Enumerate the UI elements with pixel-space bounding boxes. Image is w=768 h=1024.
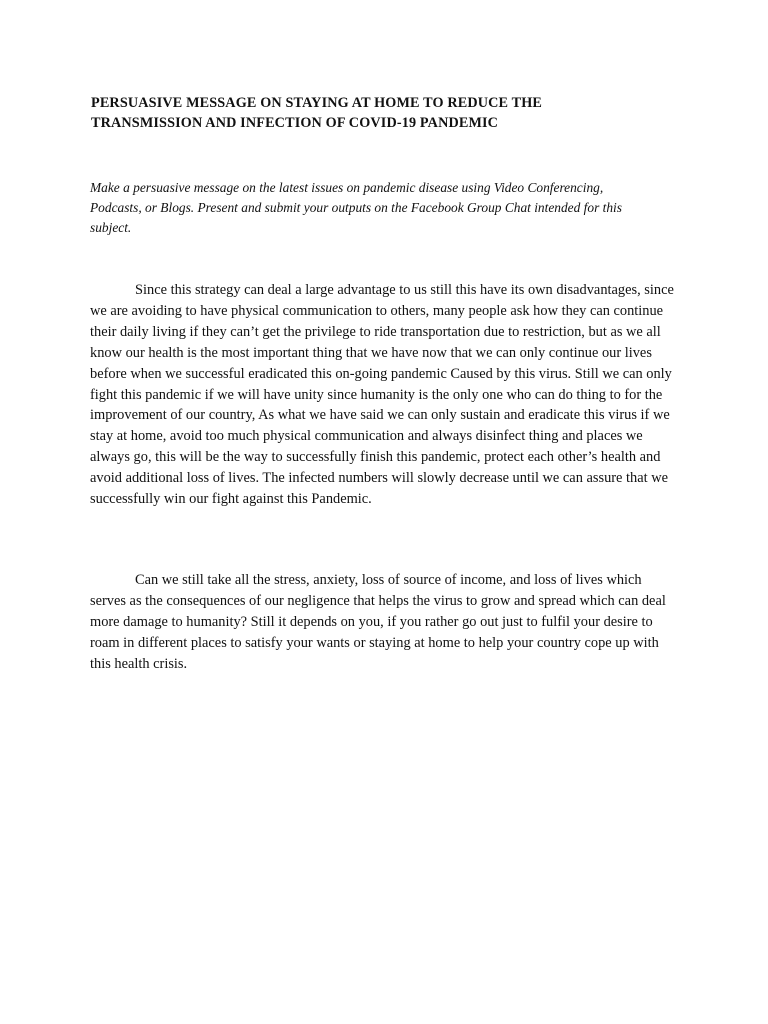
instructions-text: Make a persuasive message on the latest issues on pandemic disease using Video Conferencing, Podcasts, or Blogs. Present and submit your outputs on the Facebook Group Chat intended for this subject.: [90, 180, 622, 235]
body-paragraph-1: Since this strategy can deal a large advantage to us still this have its own disadvantages, since we are avoiding to have physical communication to others, many people ask how they can continue their daily living if they can’t get the privilege to ride transportation due to restriction, but as we all know our health is the most important thing that we have now that we can only continue our lives before when we successful eradicated this on-going pandemic Caused by this virus. Still we can only fight this pandemic if we will have unity since humanity is the only one who can do thing to for the improvement of our country, As what we have said we can only sustain and eradicate this virus if we stay at home, avoid too much physical communication and always disinfect thing and places we always go, this will be the way to successfully finish this pandemic, protect each other’s health and avoid additional loss of lives. The infected numbers will slowly decrease until we can assure that we successfully win our fight against this Pandemic.: [90, 282, 674, 508]
document-title: PERSUASIVE MESSAGE ON STAYING AT HOME TO REDUCE THE TRANSMISSION AND INFECTION OF COVID-19 PANDEMIC: [91, 95, 542, 131]
body-paragraph-2: Can we still take all the stress, anxiety, loss of source of income, and loss of lives which serves as the consequences of our negligence that helps the virus to grow and spread which can deal more damage to humanity? Still it depends on you, if you rather go out just to fulfil your desire to roam in different places to satisfy your wants or staying at home to help your country cope up with this health crisis.: [90, 572, 666, 672]
